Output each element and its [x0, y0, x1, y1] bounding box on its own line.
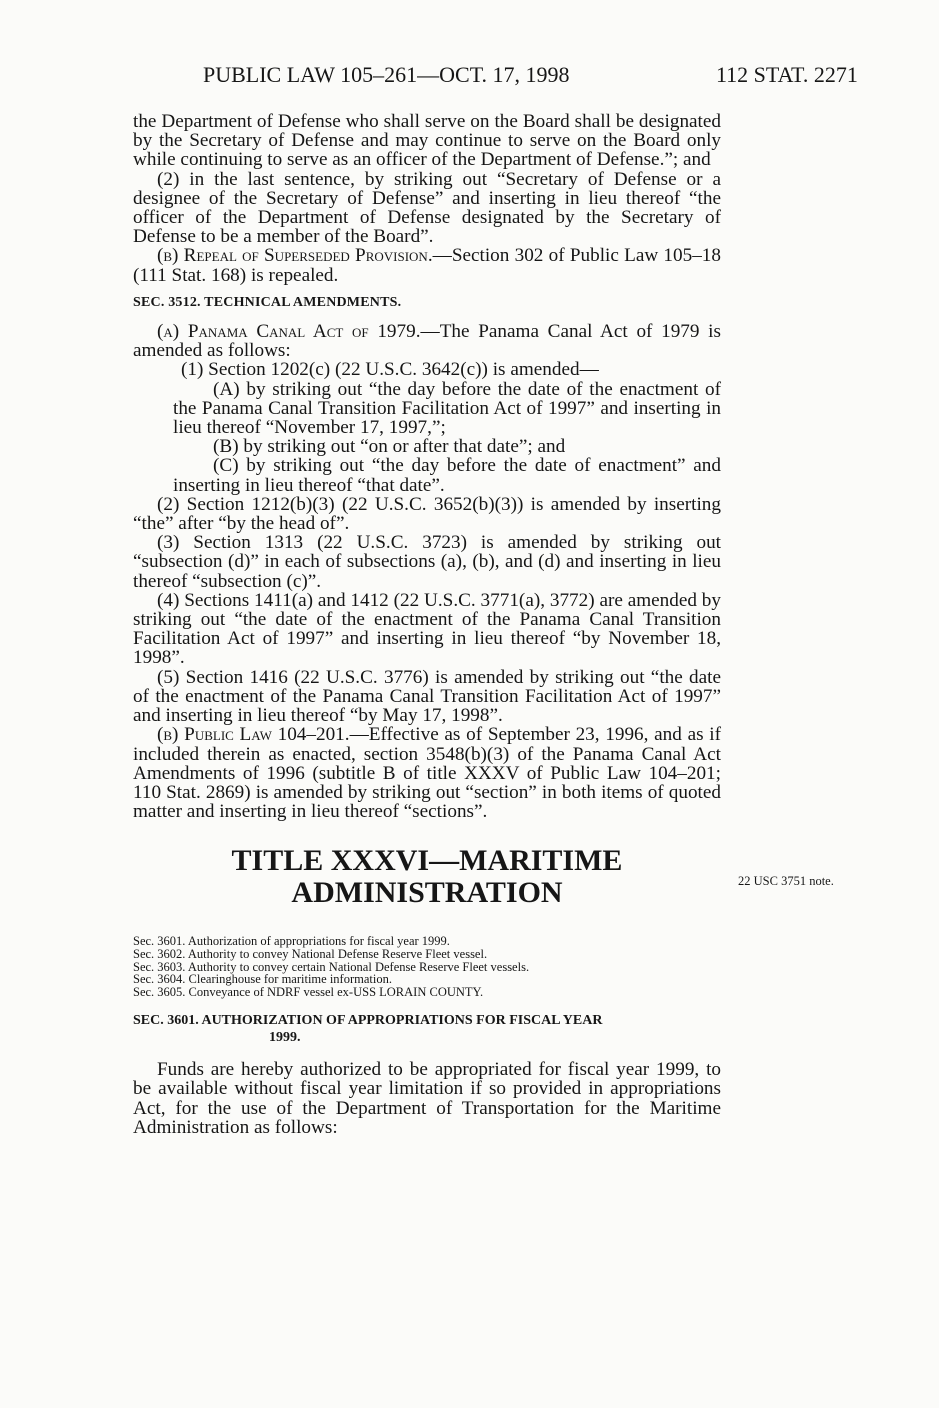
running-header	[0, 62, 939, 92]
header-citation: PUBLIC LAW 105–261—OCT. 17, 1998	[203, 62, 570, 87]
subsection-a-heading: (a) Panama Canal Act of 1979.	[157, 321, 421, 343]
paragraph-funds: Funds are hereby authorized to be appropriated for fiscal year 1999, to be available without fiscal year limitation if so provided in appropriations Act, for the use of the Department of Transportation for the Maritime Administration as follows:	[133, 1059, 721, 1138]
paragraph-a1C: (C) by striking out “the day before the date of enactment” and inserting in lieu thereof “that date”.	[173, 455, 721, 496]
toc-item: Sec. 3601. Authorization of appropriations for fiscal year 1999.	[133, 934, 450, 949]
header-stat-page: 112 STAT. 2271	[716, 62, 858, 87]
paragraph-item-2: (2) in the last sentence, by striking out “Secretary of Defense or a designee of the Secretary of Defense” and inserting in lieu thereof “the officer of the Department of Defense designated by the Secretary of Defense to be a member of the Board”.	[133, 168, 721, 248]
subsection-b-heading: (b) Public Law 104–201.	[157, 724, 350, 746]
section-heading-3601	[133, 1012, 721, 1046]
repeal-text: —Section 302 of Public Law 105–18 (111 Stat. 168) is repealed.	[133, 245, 721, 286]
toc-item: Sec. 3603. Authority to convey certain National Defense Reserve Fleet vessels.	[133, 959, 530, 974]
document-body	[133, 112, 721, 1137]
title-heading	[133, 845, 721, 909]
subsection-a-text: —The Panama Canal Act of 1979 is amended as follows:	[133, 321, 721, 362]
paragraph-a	[133, 322, 721, 360]
paragraph-continuation: the Department of Defense who shall serve on the Board shall be designated by the Secretary of Defense and may continue to serve on the Board only while continuing to serve as an officer of the Department of Defense.”; and	[133, 111, 721, 171]
paragraph-a3: (3) Section 1313 (22 U.S.C. 3723) is amended by striking out “subsection (d)” in each of subsections (a), (b), and (d) and inserting in lieu thereof “subsection (c)”.	[133, 532, 721, 592]
margin-note: 22 USC 3751 note.	[738, 874, 834, 888]
paragraph-repeal	[133, 246, 721, 284]
paragraph-a1A: (A) by striking out “the day before the date of the enactment of the Panama Canal Transition Facilitation Act of 1997” and inserting in lieu thereof “November 17, 1997,”;	[173, 378, 721, 439]
section-3601-line-1: SEC. 3601. AUTHORIZATION OF APPROPRIATIONS FOR FISCAL YEAR	[133, 1013, 603, 1029]
paragraph-a5: (5) Section 1416 (22 U.S.C. 3776) is amended by striking out “the date of the enactment of the Panama Canal Transition Facilitation Act of 1997” and inserting in lieu thereof “by May 17, 1998”.	[133, 666, 721, 727]
toc-item: Sec. 3604. Clearinghouse for maritime information.	[133, 972, 392, 987]
paragraph-a4: (4) Sections 1411(a) and 1412 (22 U.S.C. 3771(a), 3772) are amended by striking out “the date of the enactment of the Panama Canal Transition Facilitation Act of 1997” and inserting in lieu thereof “by November 18, 1998”.	[133, 589, 721, 669]
subsection-b-text: —Effective as of September 23, 1996, and as if included therein as enacted, section 3548(b)(3) of the Panama Canal Act Amendments of 1996 (subtitle B of title XXXV of Public Law 104–201; 110 Stat. 2869) is amended by striking out “section” in both items of quoted matter and inserting in lieu thereof “sections”.	[133, 724, 721, 823]
repeal-heading: (b) Repeal of Superseded Provision.	[157, 245, 433, 267]
section-3601-line-2: 1999.	[269, 1030, 301, 1046]
paragraph-a2: (2) Section 1212(b)(3) (22 U.S.C. 3652(b)(3)) is amended by inserting “the” after “by the head of”.	[133, 493, 721, 535]
section-heading-3512: SEC. 3512. TECHNICAL AMENDMENTS.	[133, 294, 402, 310]
table-of-contents	[133, 935, 721, 998]
paragraph-a1B: (B) by striking out “on or after that date”; and	[213, 436, 566, 458]
title-line-2: ADMINISTRATION	[291, 876, 563, 910]
toc-item: Sec. 3602. Authority to convey National Defense Reserve Fleet vessel.	[133, 946, 488, 961]
toc-item: Sec. 3605. Conveyance of NDRF vessel ex-USS LORAIN COUNTY.	[133, 984, 484, 999]
paragraph-a1: (1) Section 1202(c) (22 U.S.C. 3642(c)) is amended—	[181, 359, 599, 381]
paragraph-b	[133, 725, 721, 821]
title-line-1: TITLE XXXVI—MARITIME	[231, 844, 623, 878]
